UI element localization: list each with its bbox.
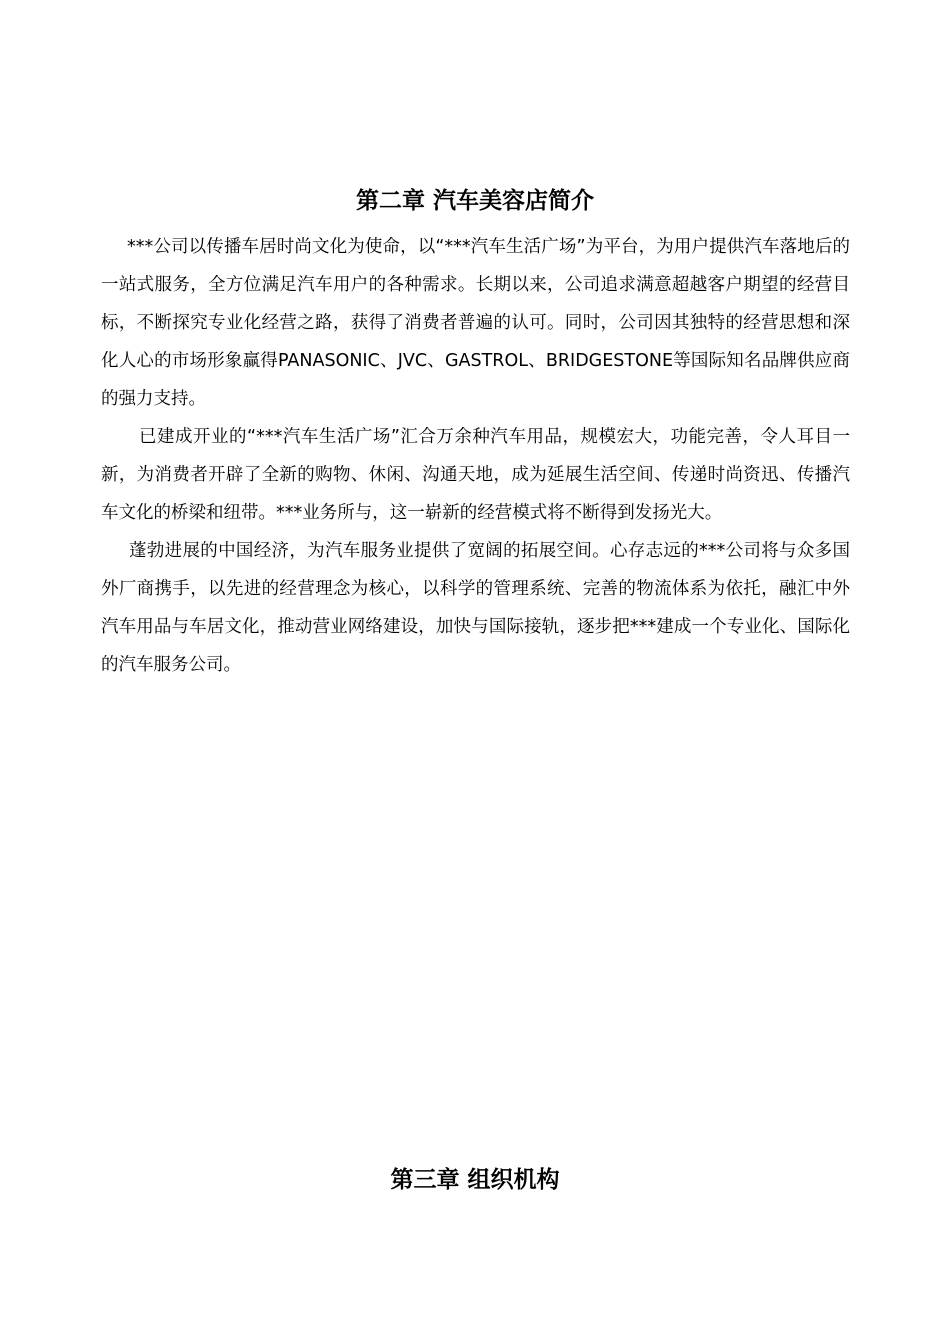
paragraph-future-outlook: 蓬勃进展的中国经济，为汽车服务业提供了宽阔的拓展空间。心存志远的***公司将与众多国外厂商携手，以先进的经营理念为核心，以科学的管理系统、完善的物流体系为依托，融汇中外汽车用品与车居文化，推动营业网络建设，加快与国际接轨，逐步把***建成一个专业化、国际化的汽车服务公司。 [101,541,850,675]
chapter-3-title: 第三章 组织机构 [390,1167,560,1193]
chapter-2-title: 第二章 汽车美容店简介 [355,188,594,214]
chapter-2-body [101,228,850,684]
paragraph-lifestyle-plaza: 已建成开业的“***汽车生活广场”汇合万余种汽车用品，规模宏大，功能完善，令人耳目一新，为消费者开辟了全新的购物、休闲、沟通天地，成为延展生活空间、传递时尚资迅、传播汽车文化的桥梁和纽带。***业务所与，这一崭新的经营模式将不断得到发扬光大。 [101,427,850,523]
paragraph-company-intro: ***公司以传播车居时尚文化为使命，以“***汽车生活广场”为平台，为用户提供汽车落地后的一站式服务，全方位满足汽车用户的各种需求。长期以来，公司追求满意超越客户期望的经营目标，不断探究专业化经营之路，获得了消费者普遍的认可。同时，公司因其独特的经营思想和深化人心的市场形象赢得PANASONIC、JVC、GASTROL、BRIDGESTONE等国际知名品牌供应商的强力支持。 [101,237,850,409]
